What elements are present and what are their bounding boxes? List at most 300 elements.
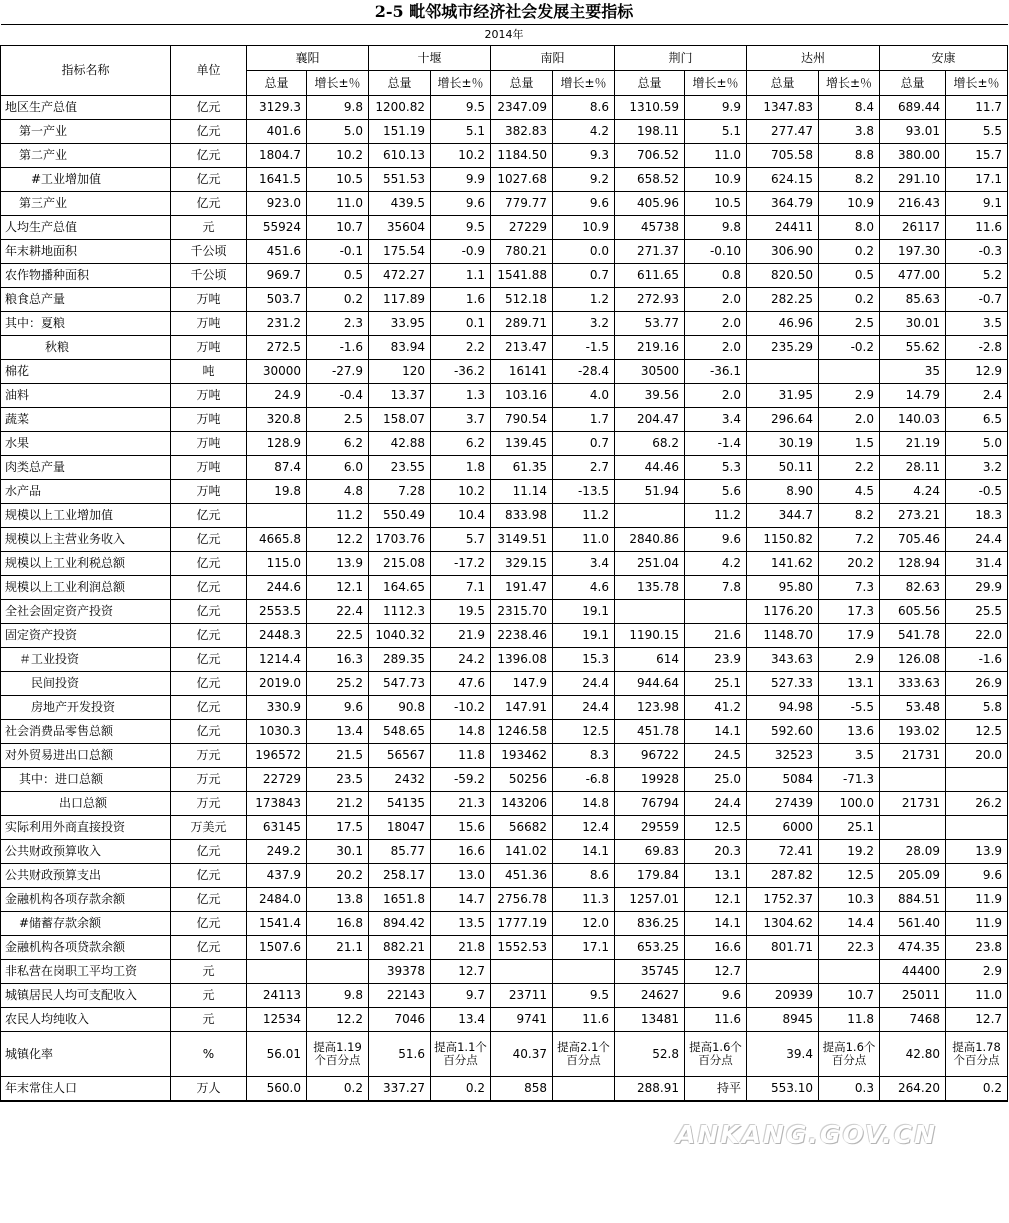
growth-cell: 14.4 bbox=[819, 912, 880, 936]
growth-cell: 23.9 bbox=[685, 648, 747, 672]
total-cell: 474.35 bbox=[880, 936, 946, 960]
growth-cell: 13.9 bbox=[946, 840, 1008, 864]
total-cell: 1030.3 bbox=[247, 720, 307, 744]
growth-cell: 2.0 bbox=[685, 312, 747, 336]
indicator-unit: 亿元 bbox=[171, 624, 247, 648]
growth-cell: -0.9 bbox=[431, 240, 491, 264]
growth-cell: 13.1 bbox=[819, 672, 880, 696]
total-cell: 553.10 bbox=[747, 1077, 819, 1102]
growth-cell: -1.6 bbox=[307, 336, 369, 360]
growth-cell bbox=[553, 1077, 615, 1102]
total-cell: 93.01 bbox=[880, 120, 946, 144]
total-cell: 306.90 bbox=[747, 240, 819, 264]
growth-cell: 6.2 bbox=[431, 432, 491, 456]
growth-cell: 7.8 bbox=[685, 576, 747, 600]
indicator-name: 规模以上工业利润总额 bbox=[1, 576, 171, 600]
table-row bbox=[1, 960, 1008, 984]
indicator-unit: 亿元 bbox=[171, 552, 247, 576]
growth-cell: 9.5 bbox=[553, 984, 615, 1008]
total-cell: 7046 bbox=[369, 1008, 431, 1032]
indicator-unit: 万吨 bbox=[171, 432, 247, 456]
total-cell: 439.5 bbox=[369, 192, 431, 216]
table-body bbox=[1, 0, 1008, 1101]
growth-cell: 11.8 bbox=[431, 744, 491, 768]
growth-cell: 11.6 bbox=[946, 216, 1008, 240]
growth-cell: 14.7 bbox=[431, 888, 491, 912]
table-row bbox=[1, 240, 1008, 264]
table-row bbox=[1, 288, 1008, 312]
indicator-name: 城镇居民人均可支配收入 bbox=[1, 984, 171, 1008]
growth-cell: 2.9 bbox=[819, 384, 880, 408]
header-growth: 增长±％ bbox=[946, 71, 1008, 96]
total-cell: 39.4 bbox=[747, 1032, 819, 1077]
total-cell: 8.90 bbox=[747, 480, 819, 504]
indicator-unit: 亿元 bbox=[171, 528, 247, 552]
total-cell: 1310.59 bbox=[615, 96, 685, 120]
growth-cell: -13.5 bbox=[553, 480, 615, 504]
growth-cell: 3.2 bbox=[553, 312, 615, 336]
indicator-unit: 亿元 bbox=[171, 840, 247, 864]
table-row bbox=[1, 144, 1008, 168]
header-total: 总量 bbox=[491, 71, 553, 96]
total-cell: 27229 bbox=[491, 216, 553, 240]
growth-cell: 2.5 bbox=[307, 408, 369, 432]
indicator-unit: 万吨 bbox=[171, 480, 247, 504]
growth-cell: 2.2 bbox=[431, 336, 491, 360]
growth-cell: 12.5 bbox=[685, 816, 747, 840]
total-cell: 548.65 bbox=[369, 720, 431, 744]
total-cell: 12534 bbox=[247, 1008, 307, 1032]
total-cell: 329.15 bbox=[491, 552, 553, 576]
growth-cell: 1.7 bbox=[553, 408, 615, 432]
total-cell: 705.46 bbox=[880, 528, 946, 552]
total-cell bbox=[247, 960, 307, 984]
indicator-name: #工业增加值 bbox=[1, 168, 171, 192]
growth-cell: 5.6 bbox=[685, 480, 747, 504]
total-cell: 2315.70 bbox=[491, 600, 553, 624]
growth-cell: 4.0 bbox=[553, 384, 615, 408]
growth-cell: 提高1.1个百分点 bbox=[431, 1032, 491, 1077]
total-cell: 16141 bbox=[491, 360, 553, 384]
indicator-name: 农作物播种面积 bbox=[1, 264, 171, 288]
growth-cell: 10.2 bbox=[431, 480, 491, 504]
total-cell: 273.21 bbox=[880, 504, 946, 528]
growth-cell: 8.8 bbox=[819, 144, 880, 168]
growth-cell: -10.2 bbox=[431, 696, 491, 720]
total-cell: 28.11 bbox=[880, 456, 946, 480]
total-cell: 282.25 bbox=[747, 288, 819, 312]
growth-cell: 12.5 bbox=[553, 720, 615, 744]
total-cell: 14.79 bbox=[880, 384, 946, 408]
table-row bbox=[1, 1077, 1008, 1102]
total-cell: 29559 bbox=[615, 816, 685, 840]
growth-cell: 9.8 bbox=[307, 96, 369, 120]
total-cell: 605.56 bbox=[880, 600, 946, 624]
growth-cell: 13.4 bbox=[307, 720, 369, 744]
growth-cell: 11.6 bbox=[685, 1008, 747, 1032]
growth-cell: 14.1 bbox=[685, 912, 747, 936]
table-row bbox=[1, 864, 1008, 888]
growth-cell: -28.4 bbox=[553, 360, 615, 384]
total-cell: 13481 bbox=[615, 1008, 685, 1032]
growth-cell: 26.2 bbox=[946, 792, 1008, 816]
table-row bbox=[1, 744, 1008, 768]
total-cell: 7468 bbox=[880, 1008, 946, 1032]
growth-cell: 15.3 bbox=[553, 648, 615, 672]
growth-cell: 4.5 bbox=[819, 480, 880, 504]
growth-cell: 8.6 bbox=[553, 96, 615, 120]
table-row bbox=[1, 768, 1008, 792]
growth-cell: -5.5 bbox=[819, 696, 880, 720]
total-cell: 2484.0 bbox=[247, 888, 307, 912]
table-row bbox=[1, 576, 1008, 600]
total-cell: 277.47 bbox=[747, 120, 819, 144]
growth-cell: 3.5 bbox=[946, 312, 1008, 336]
indicator-unit: 亿元 bbox=[171, 864, 247, 888]
growth-cell: 提高1.6个百分点 bbox=[819, 1032, 880, 1077]
growth-cell: 12.9 bbox=[946, 360, 1008, 384]
total-cell: 204.47 bbox=[615, 408, 685, 432]
growth-cell: -1.5 bbox=[553, 336, 615, 360]
total-cell: 193462 bbox=[491, 744, 553, 768]
total-cell: 472.27 bbox=[369, 264, 431, 288]
total-cell: 141.02 bbox=[491, 840, 553, 864]
indicator-unit: 万吨 bbox=[171, 336, 247, 360]
growth-cell: 20.3 bbox=[685, 840, 747, 864]
growth-cell: 0.2 bbox=[819, 240, 880, 264]
table-row bbox=[1, 816, 1008, 840]
growth-cell: 25.1 bbox=[685, 672, 747, 696]
growth-cell: 12.2 bbox=[307, 1008, 369, 1032]
table-row bbox=[1, 528, 1008, 552]
indicator-unit: 元 bbox=[171, 960, 247, 984]
table-row bbox=[1, 264, 1008, 288]
total-cell: 451.78 bbox=[615, 720, 685, 744]
total-cell: 333.63 bbox=[880, 672, 946, 696]
total-cell: 24411 bbox=[747, 216, 819, 240]
total-cell: 95.80 bbox=[747, 576, 819, 600]
total-cell: 96722 bbox=[615, 744, 685, 768]
indicator-unit: 亿元 bbox=[171, 912, 247, 936]
total-cell: 779.77 bbox=[491, 192, 553, 216]
growth-cell: -0.5 bbox=[946, 480, 1008, 504]
growth-cell: 1.6 bbox=[431, 288, 491, 312]
total-cell: 611.65 bbox=[615, 264, 685, 288]
growth-cell: 0.7 bbox=[553, 264, 615, 288]
growth-cell: 19.1 bbox=[553, 600, 615, 624]
total-cell: 126.08 bbox=[880, 648, 946, 672]
total-cell: 147.9 bbox=[491, 672, 553, 696]
total-cell: 9741 bbox=[491, 1008, 553, 1032]
total-cell: 24627 bbox=[615, 984, 685, 1008]
growth-cell bbox=[553, 960, 615, 984]
total-cell: 610.13 bbox=[369, 144, 431, 168]
total-cell: 191.47 bbox=[491, 576, 553, 600]
growth-cell: 11.0 bbox=[553, 528, 615, 552]
total-cell: 87.4 bbox=[247, 456, 307, 480]
growth-cell: 3.5 bbox=[819, 744, 880, 768]
growth-cell: 5.7 bbox=[431, 528, 491, 552]
total-cell: 56.01 bbox=[247, 1032, 307, 1077]
growth-cell: 6.5 bbox=[946, 408, 1008, 432]
growth-cell: 7.3 bbox=[819, 576, 880, 600]
indicator-unit: 万美元 bbox=[171, 816, 247, 840]
total-cell: 541.78 bbox=[880, 624, 946, 648]
total-cell: 401.6 bbox=[247, 120, 307, 144]
header-city: 安康 bbox=[880, 46, 1008, 71]
total-cell: 4.24 bbox=[880, 480, 946, 504]
indicator-name: 其中：进口总额 bbox=[1, 768, 171, 792]
indicator-name: 水产品 bbox=[1, 480, 171, 504]
total-cell: 1257.01 bbox=[615, 888, 685, 912]
indicator-unit: 亿元 bbox=[171, 648, 247, 672]
table-row bbox=[1, 384, 1008, 408]
growth-cell: 8.2 bbox=[819, 504, 880, 528]
growth-cell: 31.4 bbox=[946, 552, 1008, 576]
growth-cell bbox=[946, 768, 1008, 792]
growth-cell: 12.2 bbox=[307, 528, 369, 552]
indicator-name: 社会消费品零售总额 bbox=[1, 720, 171, 744]
table-row bbox=[1, 192, 1008, 216]
indicator-name: 秋粮 bbox=[1, 336, 171, 360]
table-row bbox=[1, 168, 1008, 192]
growth-cell: 1.8 bbox=[431, 456, 491, 480]
growth-cell: 10.4 bbox=[431, 504, 491, 528]
header-city: 襄阳 bbox=[247, 46, 369, 71]
indicator-unit: 亿元 bbox=[171, 600, 247, 624]
total-cell: 2840.86 bbox=[615, 528, 685, 552]
growth-cell: 9.5 bbox=[431, 96, 491, 120]
growth-cell: 10.9 bbox=[685, 168, 747, 192]
growth-cell: 17.5 bbox=[307, 816, 369, 840]
total-cell: 1804.7 bbox=[247, 144, 307, 168]
total-cell: 42.80 bbox=[880, 1032, 946, 1077]
total-cell: 364.79 bbox=[747, 192, 819, 216]
growth-cell: 13.8 bbox=[307, 888, 369, 912]
total-cell: 1541.88 bbox=[491, 264, 553, 288]
total-cell: 51.94 bbox=[615, 480, 685, 504]
indicator-unit: 元 bbox=[171, 216, 247, 240]
table-row bbox=[1, 408, 1008, 432]
growth-cell: 12.1 bbox=[685, 888, 747, 912]
total-cell: 90.8 bbox=[369, 696, 431, 720]
indicator-name: 其中：夏粮 bbox=[1, 312, 171, 336]
growth-cell: 0.5 bbox=[819, 264, 880, 288]
total-cell: 56682 bbox=[491, 816, 553, 840]
growth-cell: 12.5 bbox=[819, 864, 880, 888]
growth-cell: 11.6 bbox=[553, 1008, 615, 1032]
table-row bbox=[1, 912, 1008, 936]
growth-cell: 100.0 bbox=[819, 792, 880, 816]
indicator-name: ＃工业投资 bbox=[1, 648, 171, 672]
growth-cell: -0.2 bbox=[819, 336, 880, 360]
growth-cell: 20.2 bbox=[307, 864, 369, 888]
growth-cell: 0.2 bbox=[307, 288, 369, 312]
growth-cell: 9.8 bbox=[685, 216, 747, 240]
total-cell: 1396.08 bbox=[491, 648, 553, 672]
growth-cell: 4.2 bbox=[553, 120, 615, 144]
growth-cell: 8.3 bbox=[553, 744, 615, 768]
growth-cell: 0.2 bbox=[946, 1077, 1008, 1102]
growth-cell: 29.9 bbox=[946, 576, 1008, 600]
growth-cell: 22.5 bbox=[307, 624, 369, 648]
total-cell: 55924 bbox=[247, 216, 307, 240]
total-cell: 884.51 bbox=[880, 888, 946, 912]
growth-cell: 19.2 bbox=[819, 840, 880, 864]
indicator-unit: 亿元 bbox=[171, 720, 247, 744]
total-cell: 42.88 bbox=[369, 432, 431, 456]
growth-cell: 26.9 bbox=[946, 672, 1008, 696]
header-city: 荆门 bbox=[615, 46, 747, 71]
total-cell: 33.95 bbox=[369, 312, 431, 336]
total-cell: 82.63 bbox=[880, 576, 946, 600]
indicator-unit: 万吨 bbox=[171, 288, 247, 312]
total-cell: 83.94 bbox=[369, 336, 431, 360]
growth-cell: 9.9 bbox=[685, 96, 747, 120]
total-cell: 21731 bbox=[880, 792, 946, 816]
total-cell: 969.7 bbox=[247, 264, 307, 288]
total-cell: 24113 bbox=[247, 984, 307, 1008]
growth-cell: 21.2 bbox=[307, 792, 369, 816]
total-cell: 271.37 bbox=[615, 240, 685, 264]
indicator-unit: 亿元 bbox=[171, 936, 247, 960]
indicator-name: #储蓄存款余额 bbox=[1, 912, 171, 936]
total-cell: 503.7 bbox=[247, 288, 307, 312]
indicator-unit: 亿元 bbox=[171, 168, 247, 192]
indicator-unit: 千公顷 bbox=[171, 240, 247, 264]
total-cell: 120 bbox=[369, 360, 431, 384]
indicator-unit: 万元 bbox=[171, 768, 247, 792]
total-cell: 264.20 bbox=[880, 1077, 946, 1102]
total-cell: 23.55 bbox=[369, 456, 431, 480]
growth-cell: 提高2.1个百分点 bbox=[553, 1032, 615, 1077]
growth-cell: 10.7 bbox=[307, 216, 369, 240]
total-cell: 6000 bbox=[747, 816, 819, 840]
total-cell: 4665.8 bbox=[247, 528, 307, 552]
growth-cell: 8.6 bbox=[553, 864, 615, 888]
growth-cell: 22.3 bbox=[819, 936, 880, 960]
total-cell: 219.16 bbox=[615, 336, 685, 360]
growth-cell: 10.2 bbox=[307, 144, 369, 168]
growth-cell: 21.9 bbox=[431, 624, 491, 648]
indicator-name: 人均生产总值 bbox=[1, 216, 171, 240]
growth-cell: 3.8 bbox=[819, 120, 880, 144]
table-row bbox=[1, 456, 1008, 480]
table-row bbox=[1, 1032, 1008, 1077]
total-cell: 451.36 bbox=[491, 864, 553, 888]
total-cell: 151.19 bbox=[369, 120, 431, 144]
total-cell: 128.9 bbox=[247, 432, 307, 456]
indicator-name: 实际利用外商直接投资 bbox=[1, 816, 171, 840]
growth-cell: 3.7 bbox=[431, 408, 491, 432]
growth-cell: 13.6 bbox=[819, 720, 880, 744]
growth-cell: 2.7 bbox=[553, 456, 615, 480]
table-row bbox=[1, 792, 1008, 816]
header-city: 十堰 bbox=[369, 46, 491, 71]
total-cell: 1246.58 bbox=[491, 720, 553, 744]
total-cell bbox=[747, 960, 819, 984]
growth-cell: 1.5 bbox=[819, 432, 880, 456]
growth-cell: 2.9 bbox=[819, 648, 880, 672]
site-watermark: ANKANG.GOV.CN bbox=[676, 1120, 938, 1149]
total-cell: 25011 bbox=[880, 984, 946, 1008]
growth-cell: 2.0 bbox=[685, 288, 747, 312]
total-cell bbox=[880, 768, 946, 792]
header-unit: 单位 bbox=[171, 46, 247, 96]
total-cell: 882.21 bbox=[369, 936, 431, 960]
total-cell: 477.00 bbox=[880, 264, 946, 288]
total-cell: 175.54 bbox=[369, 240, 431, 264]
total-cell: 123.98 bbox=[615, 696, 685, 720]
growth-cell: 持平 bbox=[685, 1077, 747, 1102]
total-cell: 197.30 bbox=[880, 240, 946, 264]
growth-cell: -2.8 bbox=[946, 336, 1008, 360]
total-cell: 836.25 bbox=[615, 912, 685, 936]
table-row bbox=[1, 720, 1008, 744]
indicator-name: 肉类总产量 bbox=[1, 456, 171, 480]
table-row bbox=[1, 552, 1008, 576]
growth-cell: 19.1 bbox=[553, 624, 615, 648]
growth-cell: 17.3 bbox=[819, 600, 880, 624]
total-cell: 128.94 bbox=[880, 552, 946, 576]
total-cell bbox=[880, 816, 946, 840]
total-cell: 39.56 bbox=[615, 384, 685, 408]
growth-cell: -0.10 bbox=[685, 240, 747, 264]
growth-cell: 0.0 bbox=[553, 240, 615, 264]
table-year: 2014年 bbox=[1, 25, 1008, 46]
total-cell bbox=[247, 504, 307, 528]
indicator-name: 年末常住人口 bbox=[1, 1077, 171, 1102]
growth-cell: 11.0 bbox=[685, 144, 747, 168]
total-cell: 139.45 bbox=[491, 432, 553, 456]
growth-cell: 12.7 bbox=[685, 960, 747, 984]
growth-cell: 8.4 bbox=[819, 96, 880, 120]
growth-cell: 13.1 bbox=[685, 864, 747, 888]
total-cell: 1214.4 bbox=[247, 648, 307, 672]
total-cell: 437.9 bbox=[247, 864, 307, 888]
total-cell: 68.2 bbox=[615, 432, 685, 456]
indicator-name: 民间投资 bbox=[1, 672, 171, 696]
total-cell: 624.15 bbox=[747, 168, 819, 192]
total-cell: 21.19 bbox=[880, 432, 946, 456]
growth-cell: 14.8 bbox=[431, 720, 491, 744]
growth-cell bbox=[307, 960, 369, 984]
total-cell: 140.03 bbox=[880, 408, 946, 432]
growth-cell: 11.2 bbox=[553, 504, 615, 528]
total-cell: 52.8 bbox=[615, 1032, 685, 1077]
total-cell: 288.91 bbox=[615, 1077, 685, 1102]
growth-cell: 11.0 bbox=[307, 192, 369, 216]
growth-cell: 10.3 bbox=[819, 888, 880, 912]
growth-cell: 13.9 bbox=[307, 552, 369, 576]
total-cell: 801.71 bbox=[747, 936, 819, 960]
indicator-name: 非私营在岗职工平均工资 bbox=[1, 960, 171, 984]
total-cell: 35745 bbox=[615, 960, 685, 984]
total-cell: 658.52 bbox=[615, 168, 685, 192]
growth-cell: 25.5 bbox=[946, 600, 1008, 624]
growth-cell: 12.7 bbox=[946, 1008, 1008, 1032]
indicator-unit: 千公顷 bbox=[171, 264, 247, 288]
total-cell: 117.89 bbox=[369, 288, 431, 312]
growth-cell: 24.4 bbox=[685, 792, 747, 816]
table-row bbox=[1, 120, 1008, 144]
total-cell: 63145 bbox=[247, 816, 307, 840]
indicator-name: 地区生产总值 bbox=[1, 96, 171, 120]
total-cell: 158.07 bbox=[369, 408, 431, 432]
growth-cell: -0.7 bbox=[946, 288, 1008, 312]
total-cell: 24.9 bbox=[247, 384, 307, 408]
total-cell: 923.0 bbox=[247, 192, 307, 216]
